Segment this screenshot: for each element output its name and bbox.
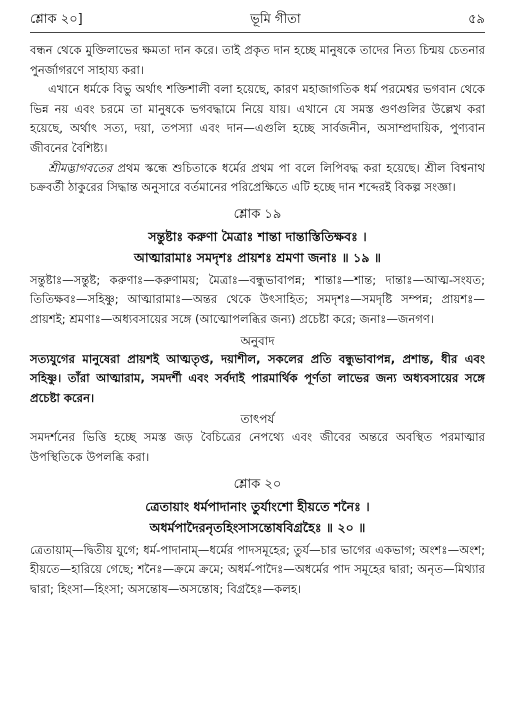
verse-20-line-2: অধর্মপাদৈরনৃতহিংসাসন্তোষবিগ্রহৈঃ ॥ ২০ ॥ — [149, 519, 366, 535]
verse-19-title: শ্লোক ১৯ — [233, 206, 282, 222]
verse-20-line-1: ত্রেতায়াং ধর্মপাদানাং তুর্যাংশো হীয়তে শনৈঃ । — [145, 498, 370, 514]
header-page-number: ৫৯ — [468, 12, 485, 27]
verse-19-translation: সত্যযুগের মানুষেরা প্রায়শই আত্মতৃপ্ত, দয়াশীল, সকলের প্রতি বন্ধুভাবাপন্ন, প্রশান্ত, ধীর এবং সহিষ্ণু। তাঁরা আত্মারাম, সমদর্শী এবং সর্বদাই পারমার্থিক পূর্ণতা লাভের জন্য অধ্যবসায়ের সঙ্গে প্রচেষ্টা করেন। — [30, 351, 485, 405]
header-verse-ref: শ্লোক ২০] — [30, 12, 83, 27]
verse-19-line-1: সন্তুষ্টাঃ করুণা মৈত্রাঃ শান্তা দান্তাস্তিতিক্ষবঃ । — [148, 228, 367, 244]
header-book-title: ভূমি গীতা — [250, 12, 301, 27]
scripture-name: শ্রীমদ্ভাগবতের — [48, 160, 113, 175]
intro-paragraph-3 — [30, 159, 485, 198]
intro-paragraph-1: বন্ধন থেকে মুক্তিলাভের ক্ষমতা দান করে। তাই প্রকৃত দান হচ্ছে মানুষকে তাদের নিত্য চিন্ময় চেতনার পুনর্জাগরণে সাহায্য করা। — [30, 43, 485, 77]
verse-19-translation-title: অনুবাদ — [240, 333, 275, 348]
intro-paragraph-3-text: প্রথম স্কন্ধে শুচিতাকে ধর্মের প্রথম পা বলে লিপিবদ্ধ করা হয়েছে। শ্রীল বিশ্বনাথ চক্রবর্তী ঠাকুরের সিদ্ধান্ত অনুসারে বর্তমানের পরিপ্রেক্ষিতে এটি হচ্ছে দান শব্দেরই বিকল্প সংজ্ঞা। — [30, 160, 485, 195]
verse-19-synonyms: সন্তুষ্টাঃ—সন্তুষ্ট; করুণাঃ—করুণাময়; মৈত্রাঃ—বন্ধুভাবাপন্ন; শান্তাঃ—শান্ত; দান্তাঃ—আত্ম-সংযত; তিতিক্ষবঃ—সহিষ্ণু; আত্মারামাঃ—অন্তর থেকে উৎসাহিত; সমদৃশঃ—সমদৃষ্টি সম্পন্ন; প্রায়শঃ—প্রায়শই; শ্রমণাঃ—অধ্যবসায়ের সঙ্গে (আত্মোপলব্ধির জন্য) প্রচেষ্টা করে; জনাঃ—জনগণ। — [30, 272, 485, 326]
intro-paragraph-2: এখানে ধর্মকে বিভু অর্থাৎ শক্তিশালী বলা হয়েছে, কারণ মহাজাগতিক ধর্ম পরমেশ্বর ভগবান থেকে ভিন্ন নয় এবং চরমে তা মানুষকে ভগবদ্ধামে নিয়ে যায়। এখানে যে সমস্ত গুণগুলির উল্লেখ করা হয়েছে, অর্থাৎ সত্য, দয়া, তপস্যা এবং দান—এগুলি হচ্ছে সার্বজনীন, অসাম্প্রদায়িক, পুণ্যবান জীবনের বৈশিষ্ট্য। — [30, 82, 485, 155]
verse-19-purport-title: তাৎপর্য — [240, 412, 275, 427]
verse-19-purport: সমদর্শনের ভিত্তি হচ্ছে সমস্ত জড় বৈচিত্রের নেপথ্যে এবং জীবের অন্তরে অবস্থিত পরমাত্মার উপস্থিতিকে উপলব্ধি করা। — [30, 430, 485, 464]
verse-20-title: শ্লোক ২০ — [233, 476, 282, 492]
page-header — [30, 10, 485, 33]
verse-19-line-2: আত্মারামাঃ সমদৃশঃ প্রায়শঃ শ্রমণা জনাঃ ॥ ১৯ ॥ — [134, 249, 381, 265]
verse-20-synonyms: ত্রেতায়াম্—দ্বিতীয় যুগে; ধর্ম-পাদানাম্—ধর্মের পাদসমূহের; তুর্য—চার ভাগের একভাগ; অংশঃ—অংশ; হীয়তে—হারিয়ে গেছে; শনৈঃ—ক্রমে ক্রমে; অধর্ম-পাদৈঃ—অধর্মের পাদ সমূহের দ্বারা; অনৃত—মিথ্যার দ্বারা; হিংসা—হিংসা; অসন্তোষ—অসন্তোষ; বিগ্রহৈঃ—কলহ। — [30, 542, 485, 596]
